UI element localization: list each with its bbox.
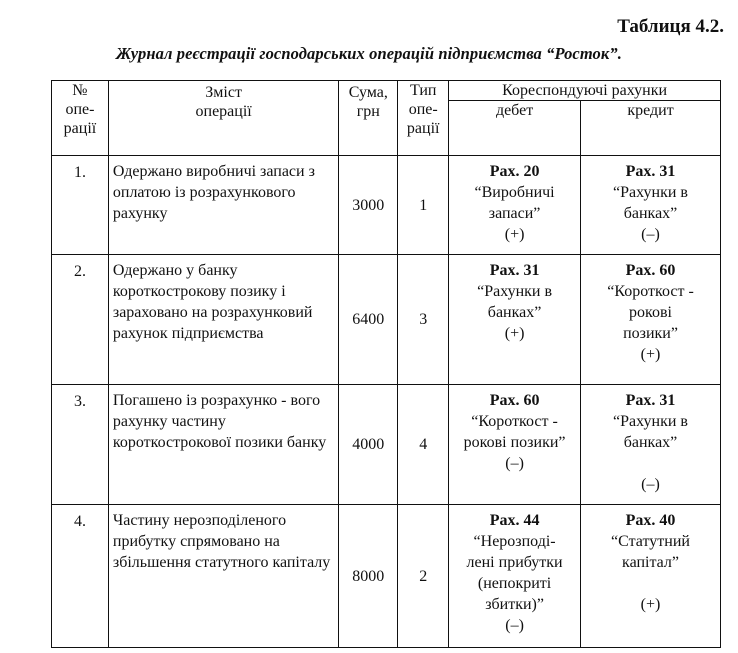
- header-number-l3: рації: [63, 120, 97, 137]
- credit-account: Рах. 31: [625, 163, 676, 180]
- debit-account-name: “Короткост - рокові позики”: [463, 413, 566, 451]
- debit-sign: (–): [505, 455, 524, 472]
- row-content: Частину нерозподіленого прибутку спрямовано на збільшення статутного капіталу: [108, 505, 338, 648]
- row-number: 1.: [52, 156, 109, 255]
- row-credit: [581, 505, 721, 648]
- row-debit: [449, 255, 581, 385]
- row-debit: [449, 505, 581, 648]
- row-credit: [581, 255, 721, 385]
- debit-account-name: “Рахунки в банках”: [477, 283, 553, 321]
- header-content-l2: операції: [195, 103, 252, 120]
- header-accounts: Кореспондуючі рахунки: [449, 81, 721, 101]
- table-title: Журнал реєстрації господарських операцій підприємства “Росток”.: [116, 44, 622, 63]
- table-row: [52, 505, 721, 648]
- header-type-l3: рації: [406, 120, 440, 137]
- row-sum: 8000: [339, 505, 398, 648]
- debit-account: Рах. 60: [489, 392, 540, 409]
- credit-account-name: “Рахунки в банках”: [613, 184, 688, 222]
- header-sum: [339, 81, 398, 156]
- header-credit: кредит: [581, 101, 721, 156]
- credit-account: Рах. 60: [625, 262, 676, 279]
- row-sum: 6400: [339, 255, 398, 385]
- table-row: [52, 385, 721, 505]
- credit-sign: (+): [640, 346, 661, 363]
- row-debit: [449, 156, 581, 255]
- debit-account: Рах. 44: [489, 512, 540, 529]
- row-type: 2: [398, 505, 449, 648]
- credit-account: Рах. 40: [625, 512, 676, 529]
- row-credit: [581, 385, 721, 505]
- row-type: 3: [398, 255, 449, 385]
- header-sum-l2: грн: [356, 103, 380, 120]
- row-content: Одержано виробничі запаси з оплатою із розрахункового рахунку: [108, 156, 338, 255]
- row-sum: 4000: [339, 385, 398, 505]
- row-content: Погашено із розрахунко - вого рахунку частину короткострокової позики банку: [108, 385, 338, 505]
- header-debit: дебет: [449, 101, 581, 156]
- header-content-l1: Зміст: [205, 84, 242, 101]
- header-sum-l1: Сума,: [348, 84, 388, 101]
- credit-sign: (–): [641, 226, 660, 243]
- credit-account: Рах. 31: [625, 392, 676, 409]
- debit-sign: (–): [505, 617, 524, 634]
- credit-account-name: “Короткост - рокові позики”: [607, 283, 694, 342]
- row-type: 4: [398, 385, 449, 505]
- credit-sign: (+): [640, 596, 661, 613]
- row-credit: [581, 156, 721, 255]
- row-number: 3.: [52, 385, 109, 505]
- credit-account-name: “Рахунки в банках”: [613, 413, 688, 451]
- header-row: [52, 81, 721, 101]
- credit-sign: (–): [641, 476, 660, 493]
- header-number-l2: опе-: [65, 101, 95, 118]
- table-number: Таблиця 4.2.: [617, 16, 724, 37]
- header-type-l1: Тип: [409, 82, 437, 99]
- debit-sign: (+): [504, 226, 525, 243]
- header-type: [398, 81, 449, 156]
- row-sum: 3000: [339, 156, 398, 255]
- row-debit: [449, 385, 581, 505]
- credit-account-name: “Статутний капітал”: [611, 533, 690, 571]
- row-number: 4.: [52, 505, 109, 648]
- debit-account-name: “Виробничі запаси”: [474, 184, 555, 222]
- header-number-l1: №: [72, 82, 88, 99]
- header-type-l2: опе-: [408, 101, 438, 118]
- header-number: [52, 81, 109, 156]
- debit-account: Рах. 31: [489, 262, 540, 279]
- debit-account-name: “Нерозподі- лені прибутки (непокриті збитки)”: [466, 533, 563, 613]
- row-type: 1: [398, 156, 449, 255]
- row-content: Одержано у банку короткострокову позику і зараховано на розрахунковий рахунок підприємства: [108, 255, 338, 385]
- table-row: [52, 255, 721, 385]
- debit-account: Рах. 20: [489, 163, 540, 180]
- journal-table: [51, 80, 721, 648]
- debit-sign: (+): [504, 325, 525, 342]
- row-number: 2.: [52, 255, 109, 385]
- table-row: [52, 156, 721, 255]
- header-content: [108, 81, 338, 156]
